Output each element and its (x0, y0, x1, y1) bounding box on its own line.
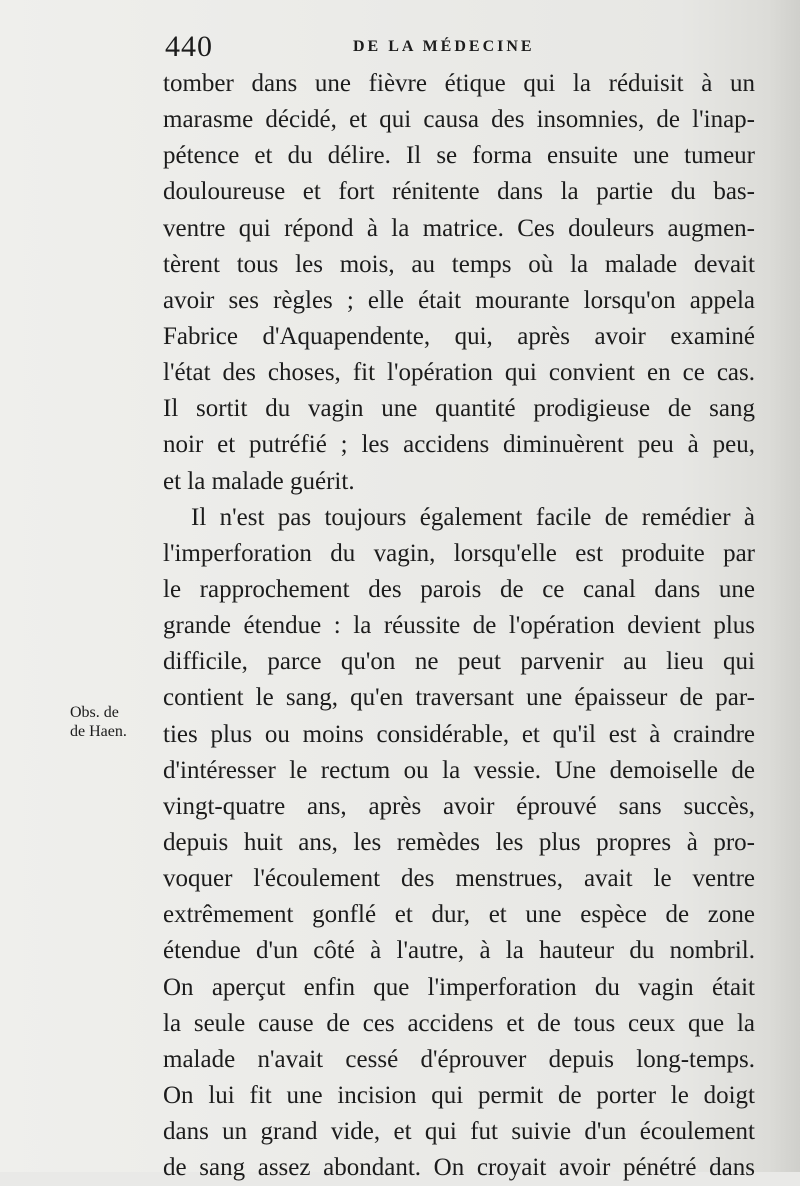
text-line: noir et putréfié ; les accidens diminuèrent peu à peu, (163, 431, 755, 459)
text-line: l'état des choses, fit l'opération qui convient en ce cas. (163, 359, 755, 387)
text-line: douloureuse et fort rénitente dans la partie du bas- (163, 178, 755, 206)
margin-note-line: Obs. de (70, 704, 119, 721)
text-line: extrêmement gonflé et dur, et une espèce de zone (163, 901, 755, 929)
body-text (163, 66, 755, 1186)
text-line: de sang assez abondant. On croyait avoir pénétré dans (163, 1154, 755, 1182)
text-line: avoir ses règles ; elle était mourante lorsqu'on appela (163, 286, 755, 314)
text-line: l'imperforation du vagin, lorsqu'elle est produite par (163, 539, 755, 567)
text-line: Il sortit du vagin une quantité prodigieuse de sang (163, 395, 755, 423)
text-line: Fabrice d'Aquapendente, qui, après avoir examiné (163, 322, 755, 350)
text-line: étendue d'un côté à l'autre, à la hauteur du nombril. (163, 937, 755, 965)
text-line: ventre qui répond à la matrice. Ces douleurs augmen- (163, 214, 755, 242)
text-line: contient le sang, qu'en traversant une épaisseur de par- (163, 684, 755, 712)
page-number: 440 (165, 30, 213, 63)
paragraph-end-line: et la malade guérit. (163, 467, 355, 495)
text-line: le rapprochement des parois de ce canal dans une (163, 575, 755, 603)
margin-note (70, 703, 150, 741)
text-line: voquer l'écoulement des menstrues, avait le ventre (163, 865, 755, 893)
text-line: grande étendue : la réussite de l'opération devient plus (163, 612, 755, 640)
text-line: la seule cause de ces accidens et de tous ceux que la (163, 1009, 755, 1037)
text-line: depuis huit ans, les remèdes les plus propres à pro- (163, 828, 755, 856)
running-head: DE LA MÉDECINE (353, 38, 535, 55)
text-line: marasme décidé, et qui causa des insomnies, de l'inap- (163, 106, 755, 134)
text-line: d'intéresser le rectum ou la vessie. Une demoiselle de (163, 756, 755, 784)
text-line: vingt-quatre ans, après avoir éprouvé sans succès, (163, 792, 755, 820)
text-line: dans un grand vide, et qui fut suivie d'un écoulement (163, 1118, 755, 1146)
text-line: difficile, parce qu'on ne peut parvenir au lieu qui (163, 648, 755, 676)
text-line: malade n'avait cessé d'éprouver depuis long-temps. (163, 1045, 755, 1073)
text-line: pétence et du délire. Il se forma ensuite une tumeur (163, 142, 755, 170)
paragraph-first-line: Il n'est pas toujours également facile de remédier à (191, 503, 755, 531)
text-line: On aperçut enfin que l'imperforation du vagin était (163, 973, 755, 1001)
page-header (163, 28, 755, 68)
text-line: ties plus ou moins considérable, et qu'il est à craindre (163, 720, 755, 748)
margin-note-line: de Haen. (70, 723, 127, 740)
text-line: tèrent tous les mois, au temps où la malade devait (163, 250, 755, 278)
text-line: tomber dans une fièvre étique qui la réduisit à un (163, 70, 755, 97)
text-line: On lui fit une incision qui permit de porter le doigt (163, 1081, 755, 1109)
